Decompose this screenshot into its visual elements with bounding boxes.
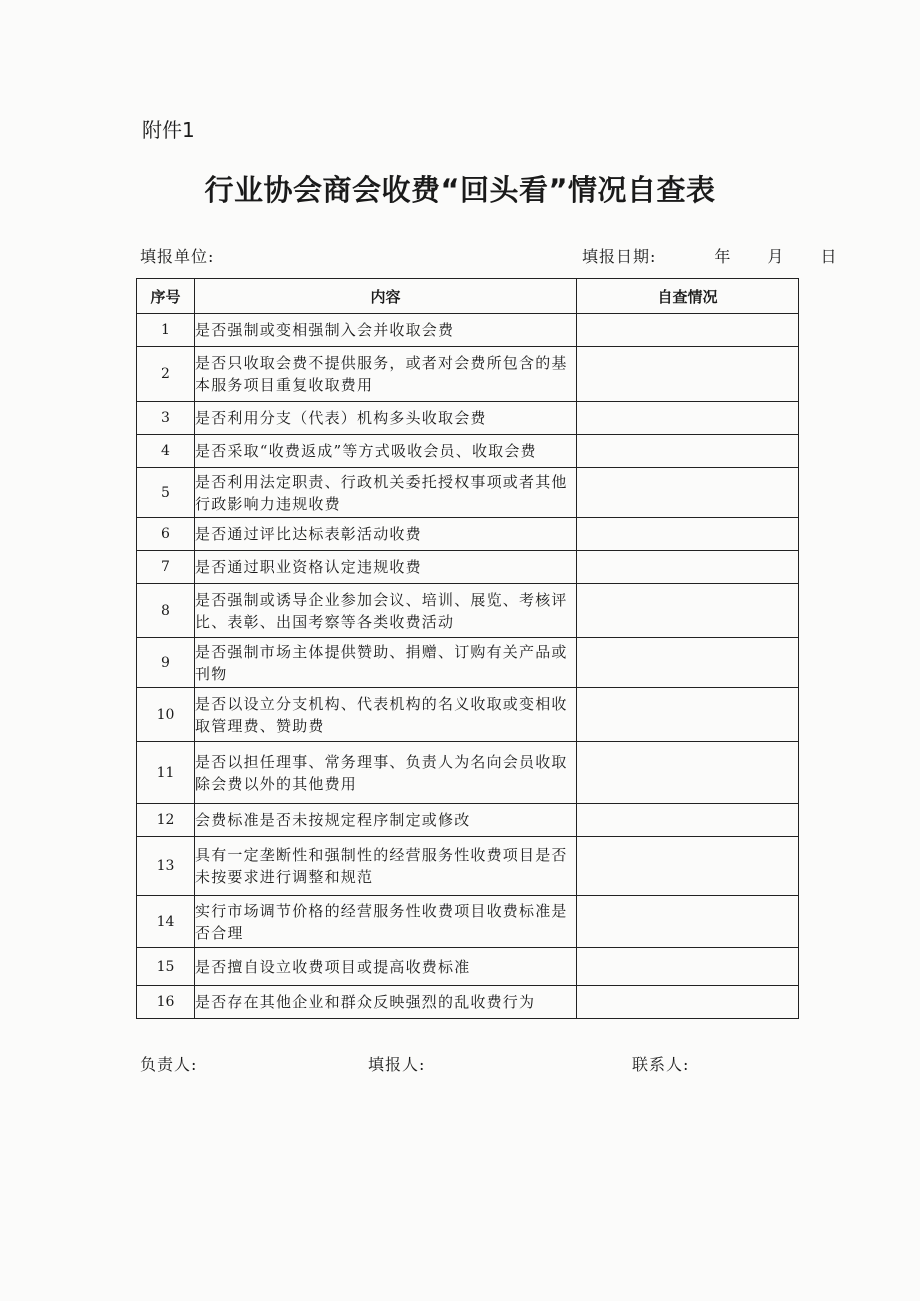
row-content: 是否通过职业资格认定违规收费 [195, 551, 577, 584]
row-content: 是否采取“收费返成”等方式吸收会员、收取会费 [195, 435, 577, 468]
row-number: 16 [137, 986, 195, 1019]
table-row [137, 518, 799, 551]
table-row [137, 435, 799, 468]
row-content: 是否利用法定职责、行政机关委托授权事项或者其他行政影响力违规收费 [195, 468, 577, 518]
month-label: 月 [767, 247, 785, 266]
row-self-check-cell[interactable] [577, 688, 799, 742]
row-self-check-cell[interactable] [577, 986, 799, 1019]
table-row [137, 468, 799, 518]
row-self-check-cell[interactable] [577, 402, 799, 435]
page-title: 行业协会商会收费“回头看”情况自查表 [204, 173, 716, 207]
row-self-check-cell[interactable] [577, 314, 799, 347]
table-row [137, 551, 799, 584]
row-content: 是否以担任理事、常务理事、负责人为名向会员收取除会费以外的其他费用 [195, 742, 577, 804]
column-header-number: 序号 [137, 279, 195, 314]
row-number: 15 [137, 948, 195, 986]
table-row [137, 638, 799, 688]
contact-label: 联系人: [632, 1055, 690, 1074]
day-label: 日 [820, 247, 838, 266]
row-self-check-cell[interactable] [577, 435, 799, 468]
row-number: 5 [137, 468, 195, 518]
table-row [137, 347, 799, 402]
table-row [137, 584, 799, 638]
row-number: 12 [137, 804, 195, 837]
row-number: 10 [137, 688, 195, 742]
table-row [137, 986, 799, 1019]
date-label: 填报日期: [582, 247, 657, 266]
table-row [137, 896, 799, 948]
unit-label: 填报单位: [140, 247, 215, 266]
filler-label: 填报人: [368, 1055, 426, 1074]
row-content: 是否利用分支（代表）机构多头收取会费 [195, 402, 577, 435]
table-header-row [137, 279, 799, 314]
row-self-check-cell[interactable] [577, 948, 799, 986]
table-row [137, 948, 799, 986]
table-row [137, 314, 799, 347]
row-self-check-cell[interactable] [577, 468, 799, 518]
table-row [137, 742, 799, 804]
row-content: 是否强制市场主体提供赞助、捐赠、订购有关产品或刊物 [195, 638, 577, 688]
row-number: 4 [137, 435, 195, 468]
row-number: 7 [137, 551, 195, 584]
row-content: 是否强制或变相强制入会并收取会费 [195, 314, 577, 347]
row-content: 是否强制或诱导企业参加会议、培训、展览、考核评比、表彰、出国考察等各类收费活动 [195, 584, 577, 638]
date-field [582, 244, 837, 267]
attachment-label: 附件1 [142, 118, 195, 142]
row-content: 实行市场调节价格的经营服务性收费项目收费标准是否合理 [195, 896, 577, 948]
row-self-check-cell[interactable] [577, 518, 799, 551]
row-number: 11 [137, 742, 195, 804]
row-content: 是否擅自设立收费项目或提高收费标准 [195, 948, 577, 986]
row-self-check-cell[interactable] [577, 804, 799, 837]
row-number: 3 [137, 402, 195, 435]
row-number: 6 [137, 518, 195, 551]
table-row [137, 688, 799, 742]
row-self-check-cell[interactable] [577, 347, 799, 402]
column-header-content: 内容 [195, 279, 577, 314]
row-self-check-cell[interactable] [577, 551, 799, 584]
row-self-check-cell[interactable] [577, 638, 799, 688]
row-content: 会费标准是否未按规定程序制定或修改 [195, 804, 577, 837]
row-number: 9 [137, 638, 195, 688]
unit-field [140, 244, 214, 267]
row-self-check-cell[interactable] [577, 742, 799, 804]
row-self-check-cell[interactable] [577, 837, 799, 896]
year-label: 年 [714, 247, 732, 266]
row-content: 是否以设立分支机构、代表机构的名义收取或变相收取管理费、赞助费 [195, 688, 577, 742]
table-row [137, 837, 799, 896]
row-content: 是否存在其他企业和群众反映强烈的乱收费行为 [195, 986, 577, 1019]
row-number: 2 [137, 347, 195, 402]
table-row [137, 804, 799, 837]
table-row [137, 402, 799, 435]
row-content: 是否只收取会费不提供服务，或者对会费所包含的基本服务项目重复收取费用 [195, 347, 577, 402]
row-number: 1 [137, 314, 195, 347]
row-number: 8 [137, 584, 195, 638]
row-self-check-cell[interactable] [577, 896, 799, 948]
self-check-table [136, 278, 799, 1019]
row-content: 具有一定垄断性和强制性的经营服务性收费项目是否未按要求进行调整和规范 [195, 837, 577, 896]
row-self-check-cell[interactable] [577, 584, 799, 638]
row-number: 14 [137, 896, 195, 948]
row-content: 是否通过评比达标表彰活动收费 [195, 518, 577, 551]
row-number: 13 [137, 837, 195, 896]
responsible-label: 负责人: [140, 1055, 198, 1074]
column-header-result: 自查情况 [577, 279, 799, 314]
